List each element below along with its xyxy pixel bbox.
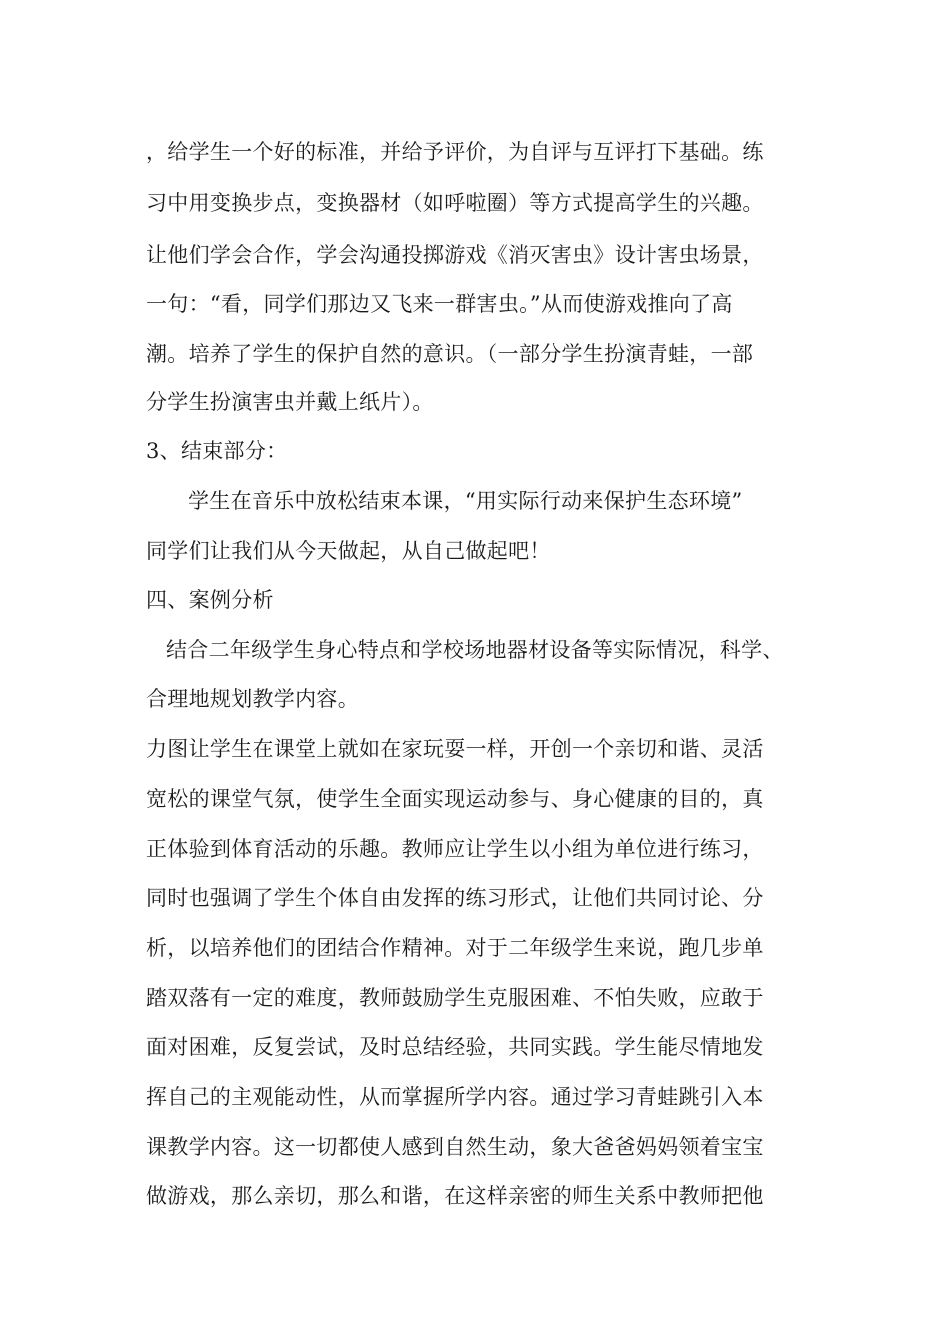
paragraph-line: 宽松的课堂气氛，使学生全面实现运动参与、身心健康的目的，真: [146, 787, 764, 811]
paragraph-line: 结合二年级学生身心特点和学校场地器材设备等实际情况，科学、: [166, 638, 784, 662]
paragraph-line: 力图让学生在课堂上就如在家玩耍一样，开创一个亲切和谐、灵活: [146, 737, 764, 761]
paragraph-line: 习中用变换步点，变换器材（如呼啦圈）等方式提高学生的兴趣。: [146, 191, 764, 215]
paragraph-line: 潮。培养了学生的保护自然的意识。（一部分学生扮演青蛙，一部: [146, 342, 754, 366]
paragraph-line: 分学生扮演害虫并戴上纸片）。: [146, 390, 434, 414]
paragraph-line: ，给学生一个好的标准，并给予评价，为自评与互评打下基础。练: [146, 140, 764, 164]
paragraph-line: 一句：“看，同学们那边又飞来一群害虫。”从而使游戏推向了高: [146, 292, 733, 316]
section-heading: 3、结束部分：: [146, 439, 288, 463]
paragraph-line: 做游戏，那么亲切，那么和谐，在这样亲密的师生关系中教师把他: [146, 1184, 764, 1208]
paragraph-line: 同时也强调了学生个体自由发挥的练习形式，让他们共同讨论、分: [146, 886, 764, 910]
paragraph-line: 让他们学会合作，学会沟通投掷游戏《消灭害虫》设计害虫场景，: [146, 243, 764, 267]
paragraph-line: 学生在音乐中放松结束本课，“用实际行动来保护生态环境”: [188, 489, 743, 513]
paragraph-line: 析，以培养他们的团结合作精神。对于二年级学生来说，跑几步单: [146, 936, 764, 960]
paragraph-line: 同学们让我们从今天做起，从自己做起吧！: [146, 539, 551, 563]
section-heading: 四、案例分析: [146, 588, 274, 612]
paragraph-line: 合理地规划教学内容。: [146, 687, 359, 711]
paragraph-line: 面对困难，反复尝试，及时总结经验，共同实践。学生能尽情地发: [146, 1035, 764, 1059]
paragraph-line: 课教学内容。这一切都使人感到自然生动，象大爸爸妈妈领着宝宝: [146, 1135, 764, 1159]
paragraph-line: 正体验到体育活动的乐趣。教师应让学生以小组为单位进行练习，: [146, 837, 764, 861]
paragraph-line: 踏双落有一定的难度，教师鼓励学生克服困难、不怕失败，应敢于: [146, 986, 764, 1010]
paragraph-line: 挥自己的主观能动性，从而掌握所学内容。通过学习青蛙跳引入本: [146, 1085, 764, 1109]
